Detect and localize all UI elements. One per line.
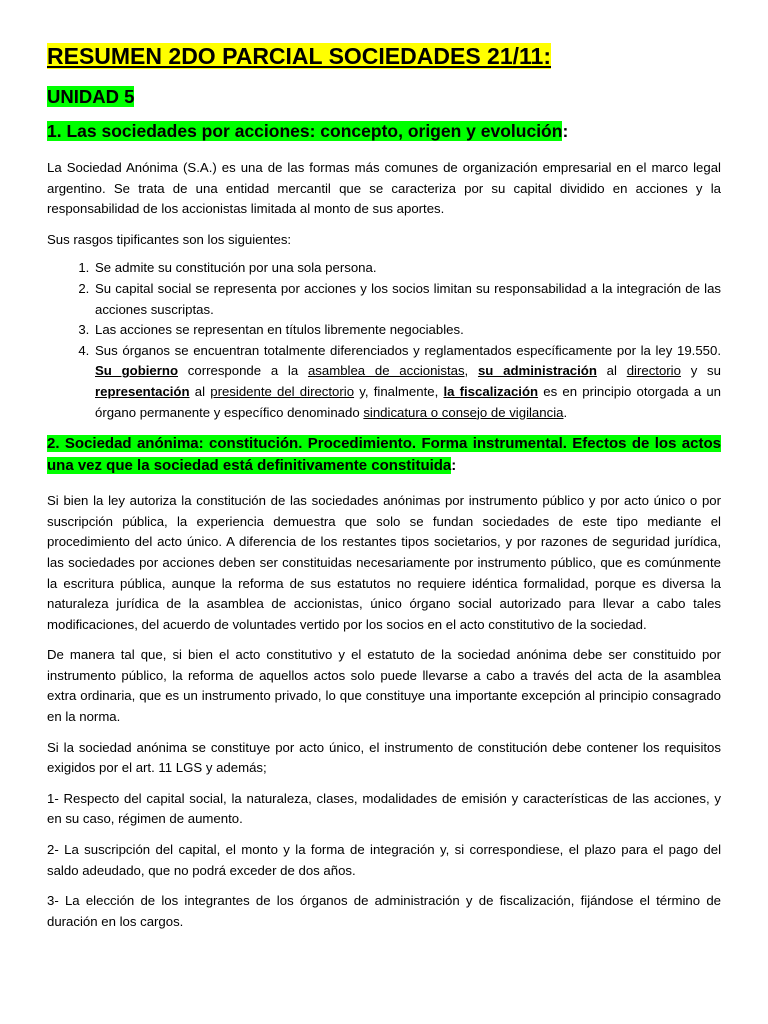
requirement-item: 3- La elección de los integrantes de los órganos de administración y de fiscalización, fijándose el término de duración en los cargos. [47,893,721,929]
requirement-item: 2- La suscripción del capital, el monto y la forma de integración y, si correspondiese, el plazo para el pago del saldo adeudado, que no podrá exceder de dos años. [47,842,721,878]
unit-heading [47,84,721,110]
item4-text: , [464,363,478,379]
section-1-heading-tail: : [562,121,569,141]
section-2-paragraph: De manera tal que, si bien el acto constitutivo y el estatuto de la sociedad anónima debe ser constituido por instrumento público, la reforma de aquellos actos solo puede llevarse a cabo a través del acta de la asamblea extra ordinaria, que es un instrumento privado, lo que constituye una importante excepción al principio consagrado en la norma. [47,647,721,725]
section-1-heading-text: 1. Las sociedades por acciones: concepto, origen y evolución [47,121,563,141]
document-page [47,40,721,932]
list-item: 2. Su capital social se representa por acciones y los socios limitan su responsabilidad a la integración de las acciones suscriptas. [93,279,721,320]
item4-text: al [189,383,211,399]
item4-text: es en principio otorgada a un órgano permanente y específico denominado [95,383,722,420]
section-2-paragraph: Si bien la ley autoriza la constitución de las sociedades anónimas por instrumento público y por acto único o por suscripción pública, la experiencia demuestra que solo se fundan sociedades de este tipo mediante el procedimiento del acto único. A diferencia de los restantes tipos societarios, y por razones de seguridad jurídica, las sociedades por acciones deben ser constituidas necesariamente por instrumento público, que es comúnmente la escritura pública, aunque la reforma de sus estatutos no requiere idéntica formalidad, porque es diversa la naturaleza jurídica de la asamblea de accionistas, único órgano social autorizado para llevar a cabo tales modificaciones, del acuerdo de voluntades vertido por los socios en el acto constitutivo de la sociedad. [47,493,721,632]
item4-text: corresponde a la [178,363,308,379]
oversight-body: sindicatura o consejo de vigilancia [363,404,564,420]
section-2-heading [47,433,721,477]
section-1-paragraph-2: Sus rasgos tipificantes son los siguientes: [47,231,292,247]
unit-text: UNIDAD 5 [47,86,135,107]
representation-label: representación [95,383,190,399]
section-1-paragraph-1: La Sociedad Anónima (S.A.) es una de las formas más comunes de organización empresarial en el marco legal argentino. Se trata de una entidad mercantil que se caracteriza por su capital dividido en acciones y la responsabilidad de los accionistas limitada al monto de sus aportes. [47,160,721,217]
list-item: 3. Las acciones se representan en títulos libremente negociables. [93,320,721,341]
section-2-paragraph: Si la sociedad anónima se constituye por acto único, el instrumento de constitución debe contener los requisitos exigidos por el art. 11 LGS y además; [47,739,721,776]
item4-text: . [563,404,568,420]
administration-body: directorio [626,363,681,379]
list-item [93,341,721,423]
document-title [47,40,721,72]
requirement-item: 1- Respecto del capital social, la naturaleza, clases, modalidades de emisión y características de las acciones, y en su caso, régimen de aumento. [47,790,721,827]
section-1-heading [47,118,721,144]
item4-text: Sus órganos se encuentran totalmente diferenciados y reglamentados específicamente por la ley 19.550. [95,342,721,358]
oversight-label: la fiscalización [443,383,539,399]
governance-body: asamblea de accionistas [307,363,465,379]
governance-label: Su gobierno [95,363,179,379]
title-text: RESUMEN 2DO PARCIAL SOCIEDADES 21/11: [47,43,551,69]
list-item: 1. Se admite su constitución por una sola persona. [93,258,721,279]
administration-label: su administración [477,363,597,379]
item4-text: y su [680,363,721,379]
traits-list [47,258,721,423]
section-2-heading-tail: : [451,457,457,475]
item4-text: y, finalmente, [354,383,444,399]
item4-text: al [596,363,627,379]
section-2-heading-text: 2. Sociedad anónima: constitución. Procedimiento. Forma instrumental. Efectos de los actos una vez que la sociedad está definitivamente constituida [47,435,721,475]
representation-body: presidente del directorio [210,383,355,399]
